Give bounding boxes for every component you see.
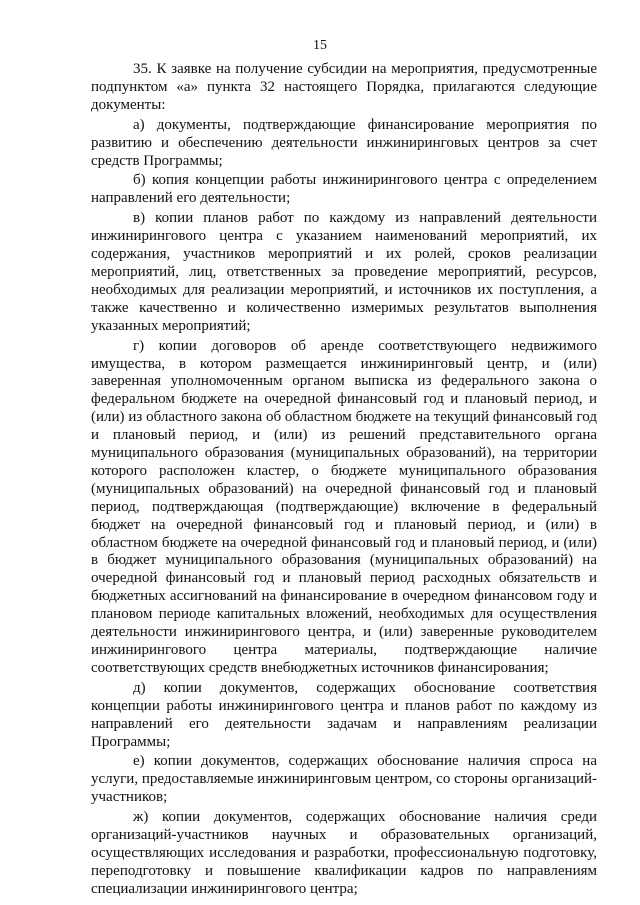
document-body bbox=[91, 61, 597, 899]
paragraph-item-e: е) копии документов, содержащих обоснование наличия спроса на услуги, предоставляемые инжиниринговым центром, со стороны организаций-участников; bbox=[91, 753, 597, 806]
paragraph-35-intro: 35. К заявке на получение субсидии на мероприятия, предусмотренные подпунктом «а» пункта 32 настоящего Порядка, прилагаются следующие документы: bbox=[91, 61, 597, 113]
page-number: 15 bbox=[313, 38, 327, 53]
paragraph-item-a: а) документы, подтверждающие финансирование мероприятия по развитию и обеспечению деятельности инжиниринговых центров за счет средств Программы; bbox=[91, 116, 597, 169]
paragraph-item-v: в) копии планов работ по каждому из направлений деятельности инжинирингового центра с указанием наименований мероприятий, их содержания, участников мероприятий и их ролей, сроков реализации мероприятий, лиц, ответственных за проведение мероприятий, ресурсов, необходимых для реализации мероприятий, и источников их поступления, а также качественно и количественно измеримых результатов выполнения указанных мероприятий; bbox=[91, 210, 597, 334]
paragraph-item-g: г) копии договоров об аренде соответствующего недвижимого имущества, в котором размещается инжиниринговый центр, и (или) заверенная уполномоченным органом выписка из федерального закона о федеральном бюджете на очередной финансовый год и плановый период, и (или) из областного закона об областном бюджете на текущий финансовый год и плановый период, и (или) из решений представительного органа муниципального образования (муниципальных образований), на территории которого расположен кластер, о бюджете муниципального образования (муниципальных образований) на очередной финансовый год и плановый период, подтверждающая (подтверждающие) включение в федеральный бюджет на очередной финансовый год и плановый период, и (или) в областном бюджете на очередной финансовый год и плановый период, и (или) в бюджет муниципального образования (муниципальных образований) на очередной финансовый год и плановый период расходных обязательств и бюджетных ассигнований на финансирование в очередном финансовом году и плановом периоде капитальных вложений, необходимых для осуществления деятельности инжинирингового центра, и (или) заверенные руководителем инжинирингового центра материалы, подтверждающие наличие соответствующих средств внебюджетных источников финансирования; bbox=[91, 337, 597, 676]
paragraph-item-d: д) копии документов, содержащих обоснование соответствия концепции работы инжинирингового центра и планов работ по каждому из направлений его деятельности задачам и направлениям реализации Программы; bbox=[91, 679, 597, 750]
paragraph-item-b: б) копия концепции работы инжинирингового центра с определением направлений его деятельности; bbox=[91, 172, 597, 207]
paragraph-item-zh: ж) копии документов, содержащих обоснование наличия среди организаций-участников научных и образовательных организаций, осуществляющих исследования и разработки, профессиональную подготовку, переподготовку и повышение квалификации кадров по направлениям специализации инжинирингового центра; bbox=[91, 809, 597, 897]
